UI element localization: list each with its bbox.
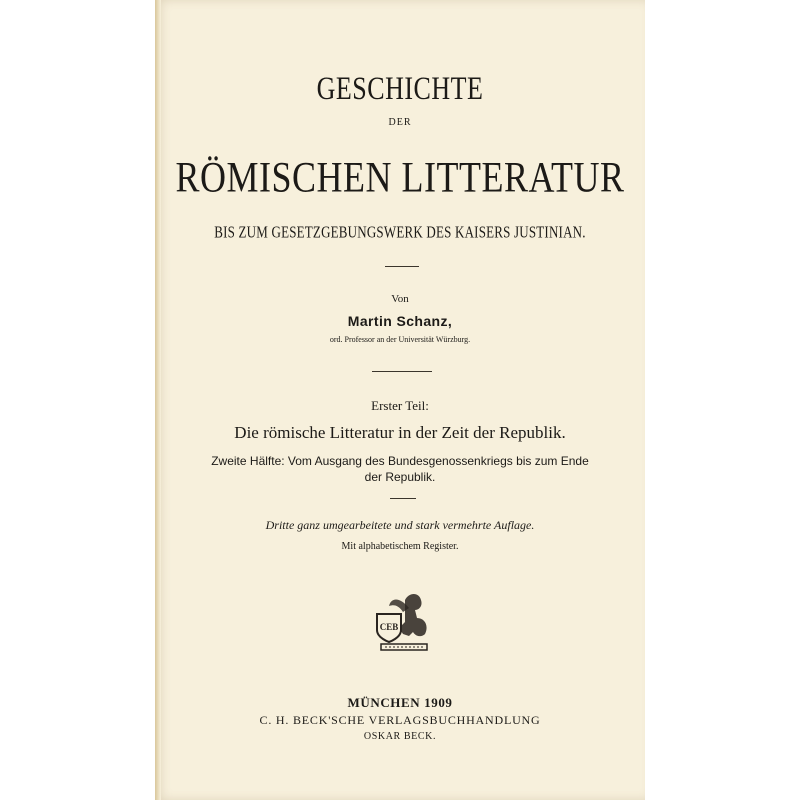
subtitle: BIS ZUM GESETZGEBUNGSWERK DES KAISERS JUSTINIAN. [214,222,586,242]
edition-note: Dritte ganz umgearbeitete und stark vermehrte Auflage. [265,518,535,532]
place-year: MÜNCHEN 1909 [347,695,453,710]
part-label: Erster Teil: [371,398,429,413]
emblem-motto: CEB [379,622,399,632]
publisher-name: C. H. BECK'SCHE VERLAGSBUCHHANDLUNG [259,713,541,727]
half-title-line-2: der Republik. [364,470,436,484]
divider-rule [390,498,416,499]
main-title: RÖMISCHEN LITTERATUR [175,153,625,202]
half-title-line-1: Zweite Hälfte: Vom Ausgang des Bundesgenossenkriegs bis zum Ende [211,454,589,468]
title-article: DER [388,117,412,128]
divider-rule [385,266,419,267]
register-note: Mit alphabetischem Register. [341,541,459,552]
title-heading: GESCHICHTE [316,70,484,107]
author-name: Martin Schanz, [347,313,453,329]
griffin-publisher-emblem-icon [369,588,439,656]
by-label: Von [391,293,409,305]
divider-rule [372,371,432,372]
part-title: Die römische Litteratur in der Zeit der Republik. [234,423,566,442]
publisher-owner: OSKAR BECK. [363,731,437,742]
author-affiliation: ord. Professor an der Universität Würzburg. [329,335,471,344]
